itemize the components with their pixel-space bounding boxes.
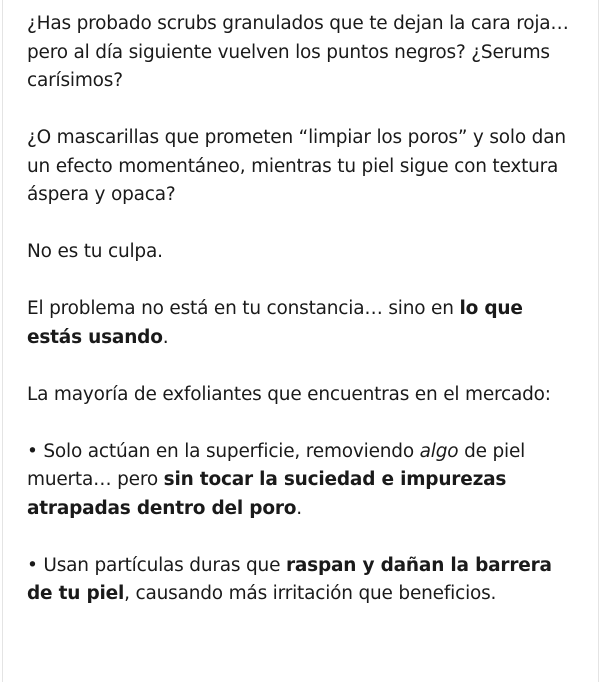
bullet-hard-particles (27, 552, 583, 609)
text-run: ¿Has probado scrubs granulados que te dejan la cara roja… pero al día siguiente vuelven los puntos negros? ¿Serums carísimos? (27, 13, 569, 91)
text-run: El problema no está en tu constancia… sino en (27, 298, 460, 319)
paragraph-not-your-fault (27, 238, 583, 267)
bullet-surface-only (27, 438, 583, 524)
emphasis-bold: lo que estás usando (27, 298, 523, 348)
text-run: La mayoría de exfoliantes que encuentras en el mercado: (27, 383, 551, 405)
emphasis-bold: sin tocar la suciedad e impurezas atrapadas dentro del poro (27, 469, 507, 519)
text-run: . (296, 497, 302, 519)
text-run: ¿O mascarillas que prometen “limpiar los poros” y solo dan un efecto momentáneo, mientras tu piel sigue con textura áspera y opaca? (27, 127, 566, 205)
paragraph-the-problem (27, 295, 583, 352)
paragraph-masks-question (27, 124, 583, 210)
emphasis-italic: algo (419, 440, 459, 462)
left-border (2, 0, 3, 682)
text-run: No es tu culpa. (27, 241, 163, 262)
text-run: , causando más irritación que beneficios. (124, 583, 497, 604)
emphasis-bold: raspan y dañan la barrera de tu piel (27, 554, 552, 604)
paragraph-scrubs-question (27, 10, 583, 96)
text-run: • Solo actúan en la superficie, removiendo (27, 440, 420, 462)
paragraph-market-intro (27, 381, 583, 410)
article-body (27, 10, 583, 609)
right-border (598, 0, 599, 682)
text-run: • Usan partículas duras que (27, 554, 286, 576)
text-run: . (162, 326, 169, 348)
text-run: de piel muerta… pero (27, 440, 526, 490)
